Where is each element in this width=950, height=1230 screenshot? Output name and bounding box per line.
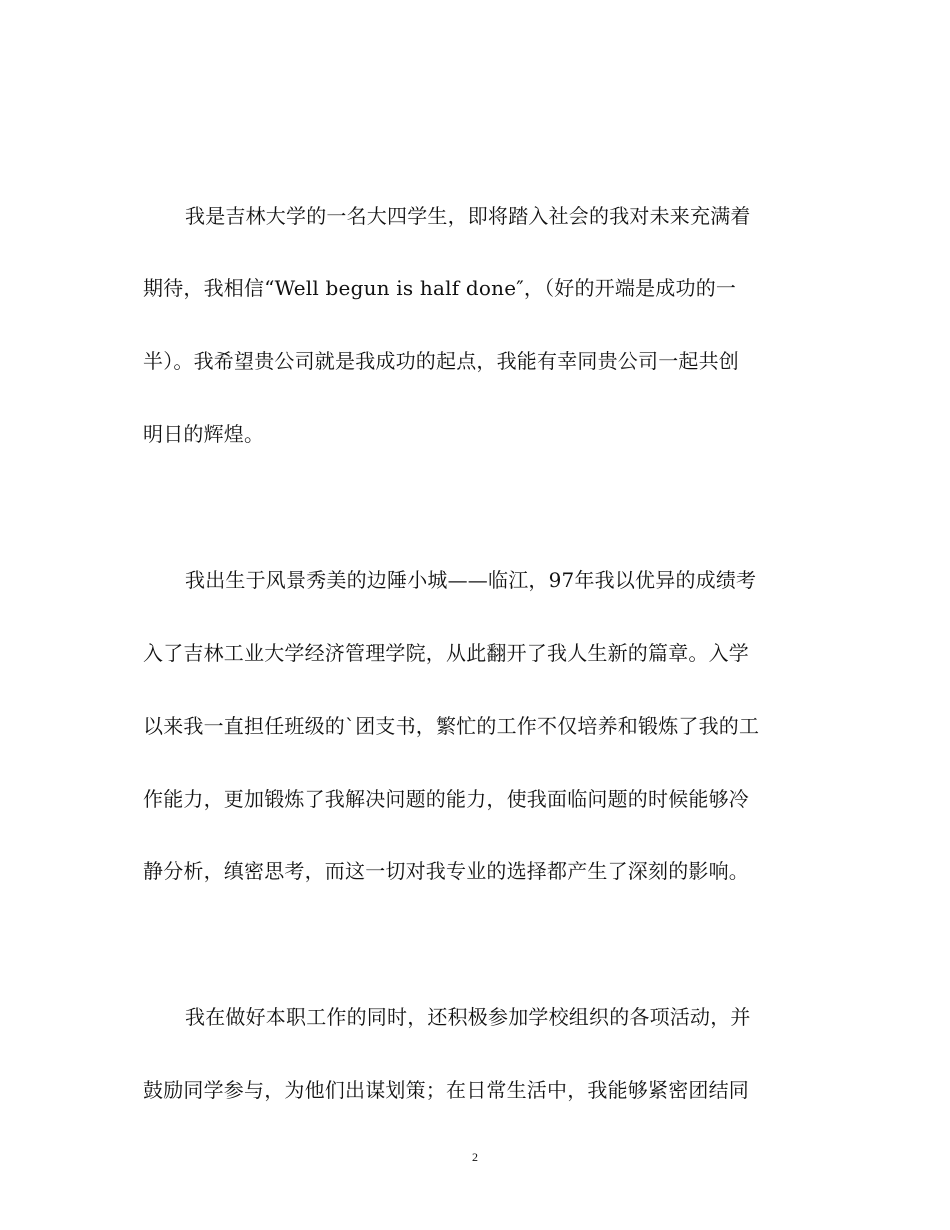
paragraph-3-line-1: 我在做好本职工作的同时，还积极参加学校组织的各项活动，并 (185, 1005, 751, 1029)
paragraph-2-line-5: 静分析，缜密思考，而这一切对我专业的选择都产生了深刻的影响。 (143, 859, 749, 883)
paragraph-1-line-4: 明日的辉煌。 (143, 422, 265, 446)
paragraph-2-line-1: 我出生于风景秀美的边陲小城——临江，97年我以优异的成绩考 (185, 568, 757, 592)
paragraph-2-line-3: 以来我一直担任班级的`团支书，繁忙的工作不仅培养和锻炼了我的工 (143, 714, 760, 738)
paragraph-1-line-1: 我是吉林大学的一名大四学生，即将踏入社会的我对未来充满着 (185, 204, 751, 228)
paragraph-1-line-3: 半）。我希望贵公司就是我成功的起点，我能有幸同贵公司一起共创 (143, 349, 739, 373)
paragraph-1-line-2: 期待，我相信“Well begun is half done″，（好的开端是成功的一 (143, 276, 737, 300)
paragraph-2-line-4: 作能力，更加锻炼了我解决问题的能力，使我面临问题的时候能够冷 (143, 787, 749, 811)
paragraph-2-line-2: 入了吉林工业大学经济管理学院，从此翻开了我人生新的篇章。入学 (143, 641, 749, 665)
page-number: 2 (472, 1150, 478, 1164)
paragraph-3-line-2: 鼓励同学参与，为他们出谋划策；在日常生活中，我能够紧密团结同 (143, 1078, 749, 1102)
